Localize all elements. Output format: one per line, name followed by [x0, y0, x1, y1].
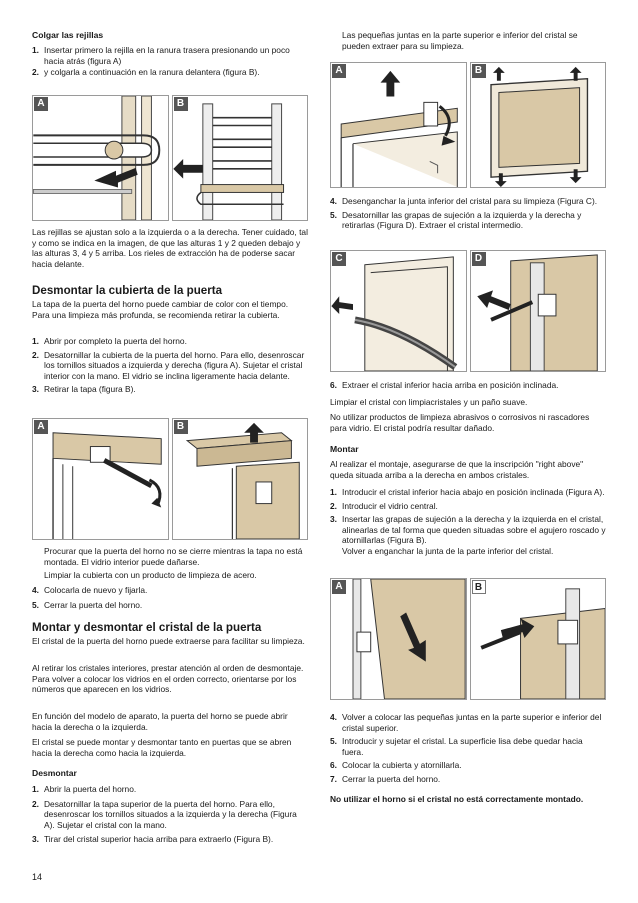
- page-number: 14: [32, 872, 43, 882]
- figure-label: B: [472, 580, 486, 594]
- figure-cover-b: [172, 418, 309, 540]
- list-item: 2. Desatornillar la cubierta de la puerta del horno. Para ello, desenroscar los tornillos situados a izquierda y derecha (figura A). Sujetar el cristal interior con la mano. El vidrio se inclina ligeramente hacia delante.: [32, 349, 305, 381]
- racks-figures: [32, 95, 308, 221]
- figure-seals-a: [330, 62, 467, 188]
- mount-figures: [330, 578, 606, 700]
- section-title-glass: Montar y desmontar el cristal de la puerta: [32, 621, 262, 634]
- clip-figures: [330, 250, 606, 372]
- figure-racks-b: [172, 95, 309, 221]
- figure-label: B: [174, 97, 188, 111]
- figure-mount-a: [330, 578, 467, 700]
- list-item: 2. y colgarla a continuación en la ranura delantera (figura B).: [32, 67, 260, 78]
- seals-text: Las pequeñas juntas en la parte superior e inferior del cristal se pueden extraer para su limpieza.: [342, 30, 578, 51]
- mount-step-list: [330, 487, 606, 557]
- seal-unhook-illustration: [331, 251, 466, 371]
- warning-text: No utilizar el horno si el cristal no está correctamente montado.: [330, 794, 584, 804]
- rack-insert-illustration: [33, 96, 168, 220]
- list-item: 2. Introducir el vidrio central.: [330, 500, 438, 511]
- glass-paragraph-1: El cristal de la puerta del horno puede extraerse para facilitar su limpieza.: [32, 636, 305, 646]
- clip-unscrew-illustration: [471, 251, 606, 371]
- list-item: 7. Cerrar la puerta del horno.: [330, 773, 441, 784]
- rack-hang-illustration: [173, 96, 308, 220]
- mount-heading: Montar: [330, 444, 359, 454]
- figure-seals-b: [470, 62, 607, 188]
- list-item: 6. Extraer el cristal inferior hacia arriba en posición inclinada.: [330, 380, 559, 390]
- figure-label: B: [472, 64, 486, 78]
- list-item: 3. Retirar la tapa (figura B).: [32, 384, 136, 395]
- glass-step-list-a: [330, 196, 606, 231]
- list-item: 1. Abrir por completo la puerta del horno.: [32, 336, 187, 346]
- final-step-list: [330, 712, 606, 785]
- seals-unscrew-illustration: [331, 63, 466, 187]
- figure-label: B: [174, 420, 188, 434]
- list-item: 3. Tirar del cristal superior hacia arriba para extraerlo (Figura B).: [32, 834, 274, 845]
- list-item: 4. Desenganchar la junta inferior del cristal para su limpieza (Figura C).: [330, 196, 598, 206]
- figure-cover-a: [32, 418, 169, 540]
- list-item: 4. Colocarla de nuevo y fijarla.: [32, 585, 148, 595]
- figure-label: A: [34, 420, 48, 434]
- clean-paragraph-1: Limpiar el cristal con limpiacristales y un paño suave.: [330, 397, 528, 407]
- cover-step-list: [32, 336, 308, 395]
- figure-racks-a: [32, 95, 169, 221]
- list-item: 4. Volver a colocar las pequeñas juntas en la parte superior e inferior del cristal superior.: [330, 712, 602, 733]
- list-item: 5. Desatornillar las grapas de sujeción a la izquierda y la derecha y retirarlas (Figura D). Extraer el cristal intermedio.: [330, 209, 582, 231]
- cover-unscrew-illustration: [33, 419, 168, 539]
- dismount-step-list: [32, 784, 308, 845]
- racks-heading: Colgar las rejillas: [32, 30, 104, 40]
- seals-remove-illustration: [471, 63, 606, 187]
- figure-c: [330, 250, 467, 372]
- cover-figures: [32, 418, 308, 540]
- glass-paragraph-3: En función del modelo de aparato, la puerta del horno se puede abrir hacia la derecha o la izquierda.: [32, 711, 288, 732]
- racks-step-list: [32, 45, 308, 78]
- mount-step-3-extra: Volver a enganchar la junta de la parte inferior del cristal.: [342, 545, 554, 556]
- list-item: 3. Insertar las grapas de sujeción a la derecha y la izquierda en el cristal, alinearlas de tal forma que queden situadas sobre el agujero roscado y atornillarlas (Figura B). Volver a enganchar la junta de la parte inferior del cristal.: [330, 514, 606, 556]
- cover-step-list-2: [32, 585, 308, 610]
- figure-label: C: [332, 252, 346, 266]
- figure-label: A: [332, 580, 346, 594]
- list-item: 1. Introducir el cristal inferior hacia abajo en posición inclinada (Figura A).: [330, 487, 605, 497]
- mount-intro: Al realizar el montaje, asegurarse de que la inscripción "right above" queda situada arriba a la derecha en ambos cristales.: [330, 459, 584, 480]
- glass-step-list-b: [330, 380, 606, 391]
- glass-insert-illustration: [331, 579, 466, 699]
- section-title-cover: Desmontar la cubierta de la puerta: [32, 284, 223, 297]
- list-item: 5. Cerrar la puerta del horno.: [32, 599, 143, 610]
- figure-d: [470, 250, 607, 372]
- cover-note-door: Procurar que la puerta del horno no se cierre mientras la tapa no está montada. El vidrio interior puede dañarse.: [44, 546, 303, 567]
- glass-paragraph-2: Al retirar los cristales interiores, prestar atención al orden de desmontaje. Para volver a colocar los vidrios en el orden correcto, orientarse por los números que aparecen en los vidrios.: [32, 663, 304, 695]
- list-item: 5. Introducir y sujetar el cristal. La superficie lisa debe quedar hacia fuera.: [330, 736, 583, 757]
- cover-note-clean: Limpiar la cubierta con un producto de limpieza de acero.: [44, 570, 257, 580]
- list-item: 6. Colocar la cubierta y atornillarla.: [330, 760, 462, 771]
- clean-paragraph-2: No utilizar productos de limpieza abrasivos o corrosivos ni rascadores para vidrio. El cristal podría resultar dañado.: [330, 412, 590, 433]
- list-item: 1. Insertar primero la rejilla en la ranura trasera presionando un poco hacia atrás (figura A): [32, 45, 290, 66]
- glass-paragraph-4: El cristal se puede montar y desmontar tanto en puertas que se abren hacia la derecha como hacia la izquierda.: [32, 737, 292, 758]
- cover-intro: La tapa de la puerta del horno puede cambiar de color con el tiempo. Para una limpieza más profunda, se recomienda retirar la cubierta.: [32, 299, 289, 320]
- cover-remove-illustration: [173, 419, 308, 539]
- dismount-heading: Desmontar: [32, 768, 77, 778]
- list-item: 2. Desatornillar la tapa superior de la puerta del horno. Para ello, desenroscar los tornillos situados a la izquierda y la derecha (Figura A). Sujetar el cristal con la mano.: [32, 798, 297, 830]
- seals-figures: [330, 62, 606, 188]
- figure-label: D: [472, 252, 486, 266]
- figure-mount-b: [470, 578, 607, 700]
- racks-note: Las rejillas se ajustan solo a la izquierda o a la derecha. Tener cuidado, tal y como se indica en la imagen, de que las alturas 1 y 2 queden debajo y las alturas 3, 4 y 5 arriba. Los rieles de extracción ha de poderse sacar hacia delante.: [32, 227, 308, 269]
- figure-label: A: [332, 64, 346, 78]
- figure-label: A: [34, 97, 48, 111]
- list-item: 1. Abrir la puerta del horno.: [32, 784, 137, 794]
- clip-fasten-illustration: [471, 579, 606, 699]
